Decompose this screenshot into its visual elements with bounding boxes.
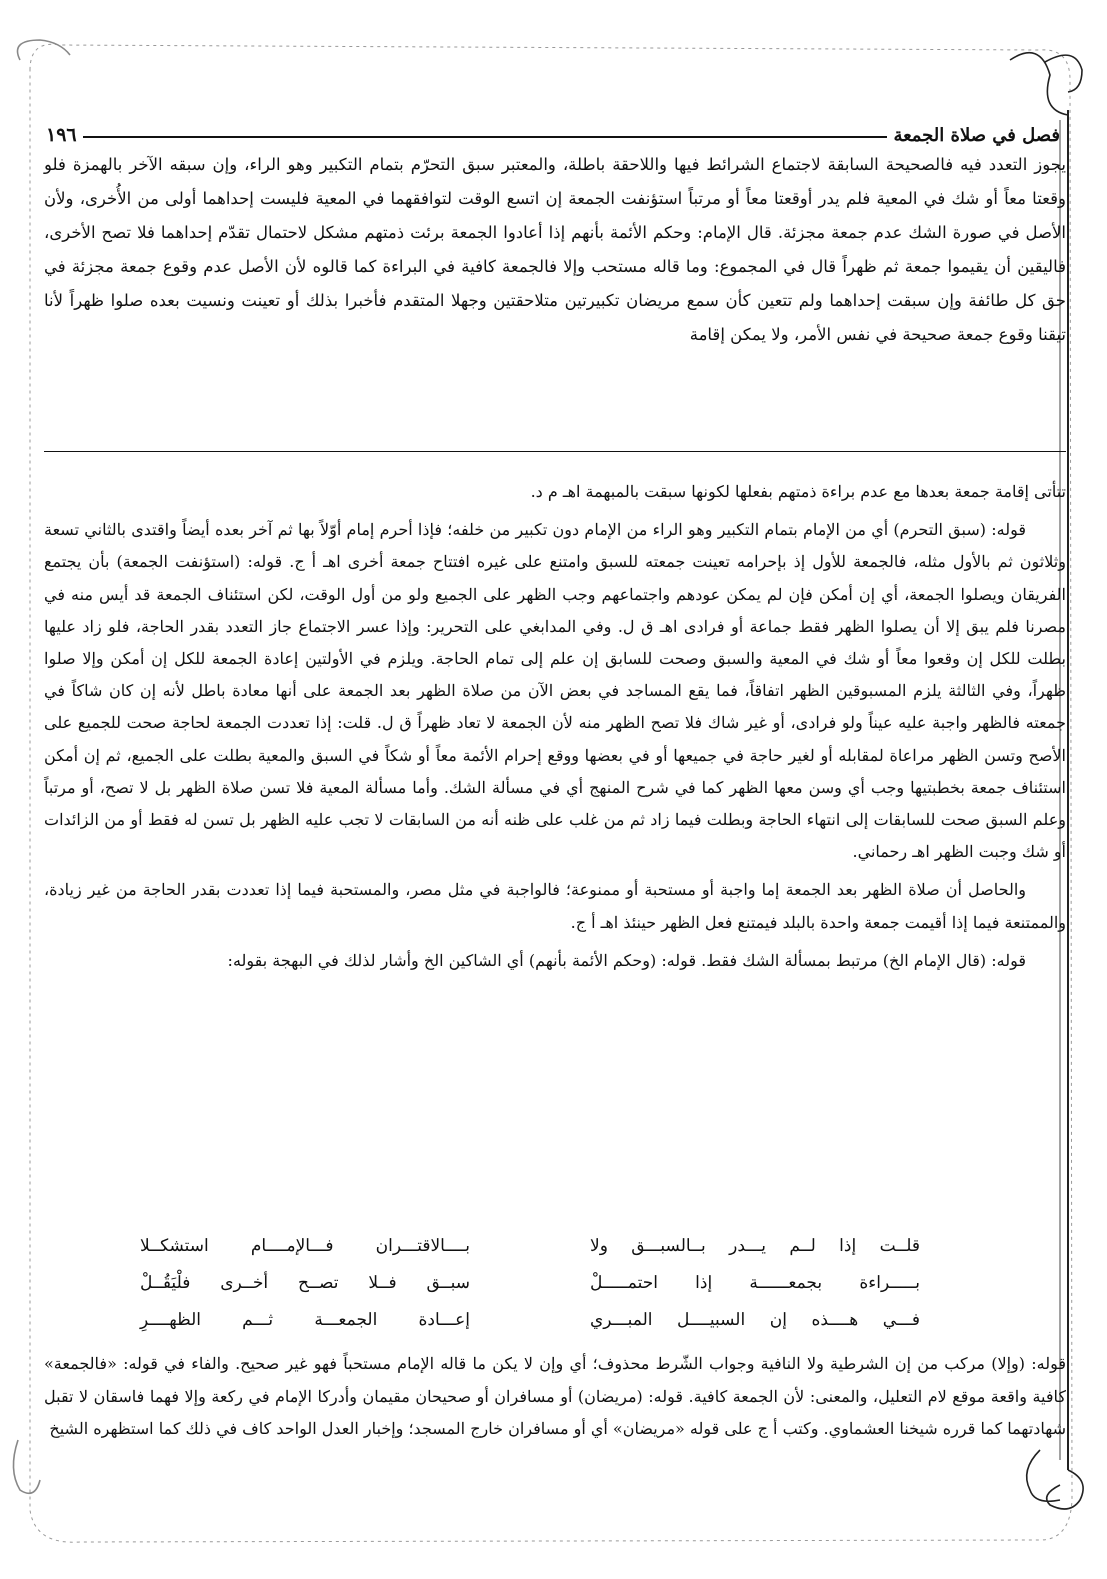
commentary-paragraph-2: قوله: (سبق التحرم) أي من الإمام بتمام التكبير وهو الراء من الإمام دون تكبير من خلفه؛ فإذا أحرم إمام أوّلاً بها ثم آخر بعده أيضاً واقتدى بالثاني تسعة وثلاثون ثم بالأول مثله، فالجمعة للأول إذ بإحرامه تعينت جمعته للسبق وامتنع على غيره افتتاح جمعة أخرى اهـ أ ج. قوله: (استؤنفت الجمعة) بأن يجتمع الفريقان ويصلوا الجمعة، أي إن أمكن فإن لم يمكن عودهم واجتماعهم وجب الظهر على الجميع ولو من أول الوقت، لكن استئناف الجمعة قد أيس منه في مصرنا فلم يبق إلا أن يصلوا الظهر فقط جماعة أو فرادى اهـ ق ل. وفي المدابغي على التحرير: وإذا عسر الاجتماع جاز التعدد بقدر الحاجة، فلو زاد عليها بطلت للكل إن وقعوا معاً أو شك في المعية والسبق وصحت للسابق إن علم إلى تمام الحاجة. ويلزم في الأولتين إعادة الجمعة للكل إن أمكن وإلا صلوا ظهراً، وفي الثالثة يلزم المسبوقين الظهر اتفاقاً، فما يقع المساجد في بعض الآن من صلاة الظهر بعد الجمعة على أنها معادة باطل لأنه إن كان شاكاً في جمعته فالظهر واجبة عليه عيناً ولو فرادى، أو غير شاك فلا تصح الظهر منه لأن الجمعة لا تعاد ظهراً ق ل. قلت: إذا تعددت الجمعة لحاجة صحت للجميع على الأصح وتسن الظهر مراعاة لمقابله أو لغير حاجة في جميعها أو في بعضها ووقع إحرام الأئمة معاً أو شكاً في السبق والمعية بطلت على الجميع، ثم إن أمكن استئناف جمعة بخطبتيها وجب أي وسن معها الظهر كما في شرح المنهج أي في مسألة الشك. وأما مسألة المعية فلا تسن صلاة الظهر بل لا تصح، أو مرتباً وعلم السبق صحت للسابقات إلى انتهاء الحاجة وبطلت فيما زاد ثم من غلب على ظنه أنه من السابقات لا تجب عليه الظهر بل تسن له فقط أو من الزائدات أو شك وجبت الظهر اهـ رحماني. <box>44 520 1067 862</box>
main-paragraph: يجوز التعدد فيه فالصحيحة السابقة لاجتماع الشرائط فيها واللاحقة باطلة، والمعتبر سبق التحرّم بتمام التكبير وهو الراء، وإن سبقه الآخر بالهمزة فلو وقعتا معاً أو شك في المعية فلم يدر أوقعتا معاً أو مرتباً استؤنفت الجمعة إن اتسع الوقت لتوافقهما في المعية فليست إحداهما أولى من الأُخرى، ولأن الأصل في صورة الشك عدم جمعة مجزئة. قال الإمام: وحكم الأئمة بأنهم إذا أعادوا الجمعة برئت ذمتهم مشكل لاحتمال تقدّم إحداهما فلا تصح الأخرى، فاليقين أن يقيموا جمعة ثم ظهراً قال في المجموع: وما قاله مستحب وإلا فالجمعة كافية في البراءة كما قالوه لأن الأصل عدم وقوع جمعة مجزئة في حق كل طائفة وإن سبقت إحداهما ولم تتعين كأن سمع مريضان تكبيرتين متلاحقتين وجهلا المتقدم فأخبرا بذلك أو تعينت ونسيت بعده صلوا ظهراً لأنا تيقنا وقوع جمعة صحيحة في نفس الأمر، ولا يمكن إقامة <box>44 155 1066 344</box>
commentary-paragraph-4: قوله: (قال الإمام الخ) مرتبط بمسألة الشك فقط. قوله: (وحكم الأئمة بأنهم) أي الشاكين الخ وأشار لذلك في البهجة بقوله: <box>227 950 1026 970</box>
poem-left-hemistich: بــــالاقتـــران فـــالإمــــام استشكــلا <box>140 1236 470 1256</box>
footnote-divider <box>44 451 1066 452</box>
commentary-block <box>44 476 1066 977</box>
poem-right-hemistich: قلــت إذا لــم يـــدر بــالسبـــق ولا <box>590 1236 920 1256</box>
bottom-paragraph: قوله: (وإلا) مركب من إن الشرطية ولا النافية وجواب الشّرط محذوف؛ أي وإن لا يكن ما قاله الإمام مستحباً فهو غير صحيح. والفاء في قوله: «فالجمعة» كافية واقعة موقع لام التعليل، والمعنى: لأن الجمعة كافية. قوله: (مريضان) أو مسافران أو صحيحان مقيمان وأدركا الإمام في ركعة وإلا فهما فاسقان لا تقبل شهادتهما كما قرره شيخنا العشماوي. وكتب أ ج على قوله «مريضان» أي أو مسافران خارج المسجد؛ وإخبار العدل الواحد كاف في ذلك كما استظهره الشيخ <box>44 1354 1066 1438</box>
poem-left-hemistich: سبــق فــلا تصــح أخــرى فلْيَقُــلْ <box>140 1273 470 1293</box>
commentary-paragraph-3: والحاصل أن صلاة الظهر بعد الجمعة إما واجبة أو مستحبة أو ممنوعة؛ فالواجبة في مثل مصر، والمستحبة فيما إذا تعددت بقدر الحاجة من غير زيادة، والممتنعة فيما إذا أقيمت جمعة واحدة بالبلد فيمتنع فعل الظهر حينئذ اهـ أ ج. <box>44 880 1066 932</box>
poem-verses <box>140 1228 920 1339</box>
poem-left-hemistich: إعـــادة الجمعـــة ثـــم الظهــــرِ <box>140 1310 470 1330</box>
page-header <box>38 116 1068 146</box>
poem-line <box>140 1265 920 1302</box>
main-text-block <box>44 148 1066 352</box>
poem-line <box>140 1228 920 1265</box>
poem-right-hemistich: بـــــراءة بجمعــــــة إذا احتمـــــلْ <box>590 1273 920 1293</box>
page-number: ١٩٦ <box>46 124 77 146</box>
chapter-title: فصل في صلاة الجمعة <box>893 125 1060 146</box>
poem-line <box>140 1302 920 1339</box>
bottom-commentary <box>44 1348 1066 1446</box>
poem-right-hemistich: فـــي هــــذه إن السبيــــل المبـــري <box>590 1310 920 1330</box>
header-rule <box>83 136 888 138</box>
commentary-paragraph-1: تتأتى إقامة جمعة بعدها مع عدم براءة ذمتهم بفعلها لكونها سبقت بالمبهمة اهـ م د. <box>530 482 1066 501</box>
